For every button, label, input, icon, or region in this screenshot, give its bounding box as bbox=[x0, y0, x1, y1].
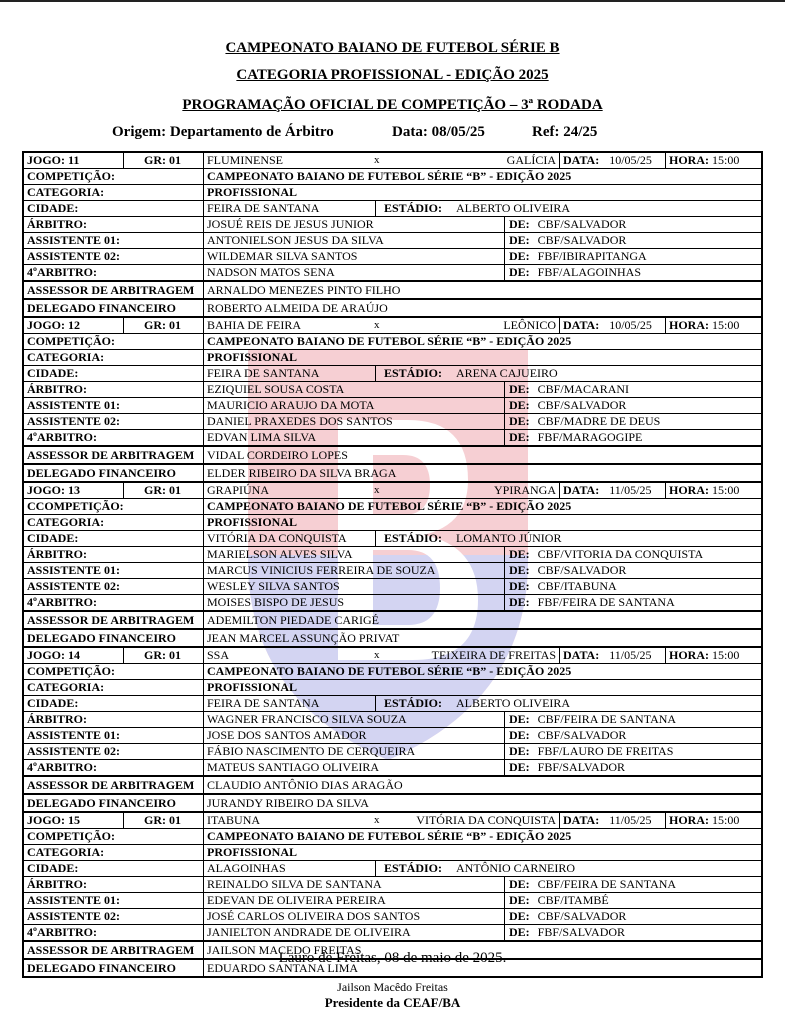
city-value: VITÓRIA DA CONQUISTA bbox=[204, 531, 376, 546]
game-group: GR: 01 bbox=[124, 813, 204, 828]
referee-origin-cell bbox=[505, 382, 761, 397]
assistant-1-origin-cell bbox=[505, 398, 761, 413]
game-header-row bbox=[24, 483, 761, 498]
game-header-row bbox=[24, 153, 761, 168]
city-label: CIDADE: bbox=[24, 201, 204, 216]
away-team: YPIRANGA bbox=[493, 483, 556, 497]
category-row bbox=[24, 679, 761, 695]
category-label: CATEGORIA: bbox=[24, 350, 204, 365]
assessor-row bbox=[24, 280, 761, 298]
assistant-2-row bbox=[24, 908, 761, 924]
assistant-2-origin: FBF/LAURO DE FREITAS bbox=[537, 744, 674, 758]
assistant-1-origin-cell bbox=[505, 728, 761, 743]
assistant-1-origin-cell bbox=[505, 563, 761, 578]
away-team: GALÍCIA bbox=[506, 153, 556, 167]
de-label: DE: bbox=[509, 579, 530, 593]
time-label: HORA: bbox=[669, 813, 709, 827]
match-date: 11/05/25 bbox=[609, 648, 652, 662]
category-value: PROFISSIONAL bbox=[207, 845, 298, 859]
assistant-2-label: ASSISTENTE 02: bbox=[24, 744, 204, 759]
assistant-2-origin: FBF/IBIRAPITANGA bbox=[537, 249, 647, 263]
stadium-value: ALBERTO OLIVEIRA bbox=[456, 696, 571, 710]
referee-origin-cell bbox=[505, 877, 761, 892]
referee-origin: CBF/FEIRA DE SANTANA bbox=[537, 877, 677, 891]
game-number: JOGO: 12 bbox=[24, 318, 124, 333]
assistant-1-name: MARCUS VINICIUS FERREIRA DE SOUZA bbox=[204, 563, 505, 578]
assessor-name: CLAUDIO ANTÔNIO DIAS ARAGÃO bbox=[207, 778, 403, 792]
city-value: FEIRA DE SANTANA bbox=[204, 201, 376, 216]
date-label: DATA: bbox=[563, 153, 600, 167]
footer-signer: Jailson Macêdo Freitas bbox=[337, 980, 448, 994]
de-label: DE: bbox=[509, 712, 530, 726]
referee-name: WAGNER FRANCISCO SILVA SOUZA bbox=[204, 712, 505, 727]
referee-row bbox=[24, 711, 761, 727]
home-team: GRAPIÚNA bbox=[207, 483, 270, 497]
referee-label: ÁRBITRO: bbox=[24, 712, 204, 727]
referee-origin: CBF/FEIRA DE SANTANA bbox=[537, 712, 677, 726]
assistant-1-origin: CBF/ITAMBÉ bbox=[537, 893, 609, 907]
referee-name: MARIELSON ALVES SILVA bbox=[204, 547, 505, 562]
game-header-row bbox=[24, 648, 761, 663]
de-label: DE: bbox=[509, 414, 530, 428]
away-team: VITÓRIA DA CONQUISTA bbox=[416, 813, 556, 827]
de-label: DE: bbox=[509, 547, 530, 561]
game-header-row bbox=[24, 813, 761, 828]
stadium-cell bbox=[376, 861, 761, 876]
competition-value: CAMPEONATO BAIANO DE FUTEBOL SÉRIE “B” - EDIÇÃO 2025 bbox=[207, 829, 572, 843]
competition-row bbox=[24, 168, 761, 184]
versus-mark: x bbox=[374, 319, 380, 331]
game-header-row bbox=[24, 318, 761, 333]
fourth-official-origin: FBF/SALVADOR bbox=[537, 760, 626, 774]
delegate-label: DELEGADO FINANCEIRO bbox=[24, 795, 204, 811]
assessor-label: ASSESSOR DE ARBITRAGEM bbox=[24, 612, 204, 628]
stadium-label: ESTÁDIO: bbox=[384, 861, 443, 875]
match-date: 10/05/25 bbox=[609, 318, 652, 332]
referee-row bbox=[24, 216, 761, 232]
stadium-cell bbox=[376, 696, 761, 711]
match-date-cell bbox=[560, 648, 666, 663]
fourth-official-name: JANIELTON ANDRADE DE OLIVEIRA bbox=[204, 925, 505, 940]
title-championship: CAMPEONATO BAIANO DE FUTEBOL SÉRIE B bbox=[225, 40, 560, 56]
assistant-1-origin: CBF/SALVADOR bbox=[537, 728, 627, 742]
referee-origin-cell bbox=[505, 712, 761, 727]
referee-origin-cell bbox=[505, 217, 761, 232]
de-label: DE: bbox=[509, 877, 530, 891]
assessor-row bbox=[24, 610, 761, 628]
assistant-1-origin: CBF/SALVADOR bbox=[537, 563, 627, 577]
stadium-label: ESTÁDIO: bbox=[384, 201, 443, 215]
competition-label: COMPETIÇÃO: bbox=[24, 664, 204, 679]
category-value: PROFISSIONAL bbox=[207, 350, 298, 364]
stadium-value: LOMANTO JÚNIOR bbox=[456, 531, 562, 545]
assistant-2-origin: CBF/ITABUNA bbox=[537, 579, 617, 593]
competition-value: CAMPEONATO BAIANO DE FUTEBOL SÉRIE “B” - EDIÇÃO 2025 bbox=[207, 334, 572, 348]
versus-mark: x bbox=[374, 649, 380, 661]
fourth-official-origin: FBF/FEIRA DE SANTANA bbox=[537, 595, 675, 609]
assistant-2-name: JOSÉ CARLOS OLIVEIRA DOS SANTOS bbox=[204, 909, 505, 924]
assistant-2-name: WILDEMAR SILVA SANTOS bbox=[204, 249, 505, 264]
title-programming: PROGRAMAÇÃO OFICIAL DE COMPETIÇÃO – 3ª RODADA bbox=[182, 97, 603, 113]
home-team: SSA bbox=[207, 648, 230, 662]
delegate-row bbox=[24, 463, 761, 481]
category-row bbox=[24, 514, 761, 530]
time-label: HORA: bbox=[669, 318, 709, 332]
away-team: TEIXEIRA DE FREITAS bbox=[431, 648, 556, 662]
de-label: DE: bbox=[509, 249, 530, 263]
top-border-line bbox=[0, 0, 785, 2]
fourth-official-name: NADSON MATOS SENA bbox=[204, 265, 505, 280]
referee-name: JOSUÉ REIS DE JESUS JUNIOR bbox=[204, 217, 505, 232]
competition-row bbox=[24, 828, 761, 844]
de-label: DE: bbox=[509, 728, 530, 742]
referee-label: ÁRBITRO: bbox=[24, 217, 204, 232]
fourth-official-row bbox=[24, 759, 761, 775]
game-group: GR: 01 bbox=[124, 153, 204, 168]
match-time-cell bbox=[666, 813, 761, 828]
fourth-official-row bbox=[24, 594, 761, 610]
fourth-official-label: 4ºARBITRO: bbox=[24, 595, 204, 610]
assistant-2-label: ASSISTENTE 02: bbox=[24, 909, 204, 924]
fourth-official-name: MOISES BISPO DE JESUS bbox=[204, 595, 505, 610]
competition-label: COMPETIÇÃO: bbox=[24, 169, 204, 184]
assistant-1-row bbox=[24, 397, 761, 413]
assessor-name: VIDAL CORDEIRO LOPES bbox=[207, 448, 348, 462]
match-time: 15:00 bbox=[712, 648, 740, 662]
game-group: GR: 01 bbox=[124, 318, 204, 333]
city-row bbox=[24, 860, 761, 876]
assistant-2-label: ASSISTENTE 02: bbox=[24, 579, 204, 594]
assistant-1-label: ASSISTENTE 01: bbox=[24, 398, 204, 413]
fourth-official-origin-cell bbox=[505, 595, 761, 610]
de-label: DE: bbox=[509, 217, 530, 231]
city-label: CIDADE: bbox=[24, 531, 204, 546]
origin-department: Origem: Departamento de Árbitro bbox=[112, 124, 334, 140]
assistant-2-row bbox=[24, 413, 761, 429]
assessor-row bbox=[24, 445, 761, 463]
assistant-2-origin: CBF/SALVADOR bbox=[537, 909, 627, 923]
de-label: DE: bbox=[509, 744, 530, 758]
delegate-name: JEAN MARCEL ASSUNÇÃO PRIVAT bbox=[207, 631, 400, 645]
de-label: DE: bbox=[509, 233, 530, 247]
de-label: DE: bbox=[509, 909, 530, 923]
city-row bbox=[24, 530, 761, 546]
assistant-1-label: ASSISTENTE 01: bbox=[24, 233, 204, 248]
category-label: CATEGORIA: bbox=[24, 185, 204, 200]
fourth-official-origin-cell bbox=[505, 265, 761, 280]
de-label: DE: bbox=[509, 430, 530, 444]
referee-origin: CBF/SALVADOR bbox=[537, 217, 627, 231]
assistant-2-origin-cell bbox=[505, 414, 761, 429]
match-cell bbox=[204, 153, 560, 168]
de-label: DE: bbox=[509, 925, 530, 939]
stadium-value: ANTÔNIO CARNEIRO bbox=[456, 861, 576, 875]
delegate-label: DELEGADO FINANCEIRO bbox=[24, 300, 204, 316]
stadium-cell bbox=[376, 201, 761, 216]
assessor-label: ASSESSOR DE ARBITRAGEM bbox=[24, 282, 204, 298]
de-label: DE: bbox=[509, 760, 530, 774]
assistant-1-origin: CBF/SALVADOR bbox=[537, 398, 627, 412]
category-label: CATEGORIA: bbox=[24, 845, 204, 860]
match-cell bbox=[204, 648, 560, 663]
match-date-cell bbox=[560, 153, 666, 168]
city-row bbox=[24, 200, 761, 216]
match-time: 15:00 bbox=[712, 153, 740, 167]
match-date: 10/05/25 bbox=[609, 153, 652, 167]
fourth-official-row bbox=[24, 924, 761, 940]
match-cell bbox=[204, 483, 560, 498]
game-group: GR: 01 bbox=[124, 648, 204, 663]
referee-row bbox=[24, 546, 761, 562]
footer-place-date: Lauro de Freitas, 08 de maio de 2025. bbox=[278, 950, 507, 966]
assistant-1-origin-cell bbox=[505, 233, 761, 248]
assistant-1-name: EDEVAN DE OLIVEIRA PEREIRA bbox=[204, 893, 505, 908]
competition-value: CAMPEONATO BAIANO DE FUTEBOL SÉRIE “B” - EDIÇÃO 2025 bbox=[207, 664, 572, 678]
match-time-cell bbox=[666, 153, 761, 168]
referee-origin-cell bbox=[505, 547, 761, 562]
city-row bbox=[24, 365, 761, 381]
match-time-cell bbox=[666, 648, 761, 663]
assessor-label: ASSESSOR DE ARBITRAGEM bbox=[24, 777, 204, 793]
stadium-cell bbox=[376, 531, 761, 546]
fourth-official-origin: FBF/SALVADOR bbox=[537, 925, 626, 939]
assessor-label: ASSESSOR DE ARBITRAGEM bbox=[24, 447, 204, 463]
game-group: GR: 01 bbox=[124, 483, 204, 498]
city-row bbox=[24, 695, 761, 711]
competition-row bbox=[24, 663, 761, 679]
versus-mark: x bbox=[374, 154, 380, 166]
stadium-value: ALBERTO OLIVEIRA bbox=[456, 201, 571, 215]
fourth-official-origin: FBF/ALAGOINHAS bbox=[537, 265, 642, 279]
away-team: LEÔNICO bbox=[503, 318, 556, 332]
referee-label: ÁRBITRO: bbox=[24, 547, 204, 562]
stadium-label: ESTÁDIO: bbox=[384, 366, 443, 380]
match-cell bbox=[204, 813, 560, 828]
match-date: 11/05/25 bbox=[609, 483, 652, 497]
delegate-row bbox=[24, 298, 761, 316]
date-label: DATA: bbox=[563, 483, 600, 497]
assistant-1-origin-cell bbox=[505, 893, 761, 908]
city-label: CIDADE: bbox=[24, 696, 204, 711]
delegate-row bbox=[24, 793, 761, 811]
delegate-label: DELEGADO FINANCEIRO bbox=[24, 630, 204, 646]
competition-label: COMPETIÇÃO: bbox=[24, 334, 204, 349]
games-table bbox=[22, 151, 763, 978]
date-label: DATA: bbox=[563, 318, 600, 332]
assessor-label: ASSESSOR DE ARBITRAGEM bbox=[24, 942, 204, 958]
competition-value: CAMPEONATO BAIANO DE FUTEBOL SÉRIE “B” - EDIÇÃO 2025 bbox=[207, 499, 572, 513]
game-block bbox=[22, 481, 763, 646]
assistant-1-origin: CBF/SALVADOR bbox=[537, 233, 627, 247]
delegate-label: DELEGADO FINANCEIRO bbox=[24, 465, 204, 481]
de-label: DE: bbox=[509, 398, 530, 412]
assistant-1-label: ASSISTENTE 01: bbox=[24, 728, 204, 743]
fourth-official-origin-cell bbox=[505, 430, 761, 445]
category-value: PROFISSIONAL bbox=[207, 515, 298, 529]
referee-row bbox=[24, 381, 761, 397]
fourth-official-label: 4ºARBITRO: bbox=[24, 430, 204, 445]
de-label: DE: bbox=[509, 563, 530, 577]
game-block bbox=[22, 151, 763, 316]
assistant-2-origin-cell bbox=[505, 579, 761, 594]
match-time-cell bbox=[666, 318, 761, 333]
category-label: CATEGORIA: bbox=[24, 680, 204, 695]
stadium-value: ARENA CAJUEIRO bbox=[456, 366, 558, 380]
assistant-2-name: WESLEY SILVA SANTOS bbox=[204, 579, 505, 594]
competition-value: CAMPEONATO BAIANO DE FUTEBOL SÉRIE “B” - EDIÇÃO 2025 bbox=[207, 169, 572, 183]
delegate-name: ELDER RIBEIRO DA SILVA BRAGA bbox=[207, 466, 397, 480]
assistant-2-origin-cell bbox=[505, 249, 761, 264]
match-time-cell bbox=[666, 483, 761, 498]
versus-mark: x bbox=[374, 484, 380, 496]
time-label: HORA: bbox=[669, 483, 709, 497]
delegate-label: DELEGADO FINANCEIRO bbox=[24, 960, 204, 976]
city-value: FEIRA DE SANTANA bbox=[204, 366, 376, 381]
assistant-2-label: ASSISTENTE 02: bbox=[24, 414, 204, 429]
de-label: DE: bbox=[509, 382, 530, 396]
match-date-cell bbox=[560, 483, 666, 498]
assistant-2-name: DANIEL PRAXEDES DOS SANTOS bbox=[204, 414, 505, 429]
origin-ref: Ref: 24/25 bbox=[532, 124, 598, 140]
home-team: FLUMINENSE bbox=[207, 153, 284, 167]
competition-row bbox=[24, 333, 761, 349]
fourth-official-label: 4ºARBITRO: bbox=[24, 760, 204, 775]
match-time: 15:00 bbox=[712, 483, 740, 497]
referee-label: ÁRBITRO: bbox=[24, 382, 204, 397]
match-cell bbox=[204, 318, 560, 333]
city-value: ALAGOINHAS bbox=[204, 861, 376, 876]
versus-mark: x bbox=[374, 814, 380, 826]
city-value: FEIRA DE SANTANA bbox=[204, 696, 376, 711]
game-number: JOGO: 15 bbox=[24, 813, 124, 828]
origin-date: Data: 08/05/25 bbox=[392, 124, 485, 140]
assistant-1-row bbox=[24, 892, 761, 908]
fourth-official-row bbox=[24, 264, 761, 280]
fourth-official-origin: FBF/MARAGOGIPE bbox=[537, 430, 643, 444]
assistant-2-label: ASSISTENTE 02: bbox=[24, 249, 204, 264]
referee-name: REINALDO SILVA DE SANTANA bbox=[204, 877, 505, 892]
time-label: HORA: bbox=[669, 153, 709, 167]
assistant-1-name: MAURICIO ARAUJO DA MOTA bbox=[204, 398, 505, 413]
game-number: JOGO: 14 bbox=[24, 648, 124, 663]
referee-origin: CBF/VITORIA DA CONQUISTA bbox=[537, 547, 704, 561]
fourth-official-origin-cell bbox=[505, 925, 761, 940]
assistant-2-origin-cell bbox=[505, 744, 761, 759]
assistant-1-label: ASSISTENTE 01: bbox=[24, 893, 204, 908]
game-block bbox=[22, 646, 763, 811]
match-date-cell bbox=[560, 813, 666, 828]
game-number: JOGO: 11 bbox=[24, 153, 124, 168]
assistant-2-origin-cell bbox=[505, 909, 761, 924]
referee-row bbox=[24, 876, 761, 892]
assistant-1-row bbox=[24, 727, 761, 743]
delegate-name: EDUARDO SANTANA LIMA bbox=[207, 961, 359, 975]
time-label: HORA: bbox=[669, 648, 709, 662]
assistant-2-origin: CBF/MADRE DE DEUS bbox=[537, 414, 661, 428]
fourth-official-origin-cell bbox=[505, 760, 761, 775]
match-time: 15:00 bbox=[712, 318, 740, 332]
home-team: BAHIA DE FEIRA bbox=[207, 318, 302, 332]
delegate-name: ROBERTO ALMEIDA DE ARAÚJO bbox=[207, 301, 388, 315]
assistant-2-row bbox=[24, 578, 761, 594]
fourth-official-name: MATEUS SANTIAGO OLIVEIRA bbox=[204, 760, 505, 775]
title-category: CATEGORIA PROFISSIONAL - EDIÇÃO 2025 bbox=[236, 67, 549, 83]
category-row bbox=[24, 349, 761, 365]
delegate-row bbox=[24, 628, 761, 646]
fourth-official-label: 4ºARBITRO: bbox=[24, 265, 204, 280]
category-row bbox=[24, 184, 761, 200]
fourth-official-name: EDVAN LIMA SILVA bbox=[204, 430, 505, 445]
assessor-name: ADEMILTON PIEDADE CARIGÉ bbox=[207, 613, 379, 627]
match-date-cell bbox=[560, 318, 666, 333]
delegate-name: JURANDY RIBEIRO DA SILVA bbox=[207, 796, 369, 810]
assistant-2-name: FÁBIO NASCIMENTO DE CERQUEIRA bbox=[204, 744, 505, 759]
match-date: 11/05/25 bbox=[609, 813, 652, 827]
assessor-row bbox=[24, 775, 761, 793]
category-value: PROFISSIONAL bbox=[207, 185, 298, 199]
competition-row bbox=[24, 498, 761, 514]
de-label: DE: bbox=[509, 595, 530, 609]
category-label: CATEGORIA: bbox=[24, 515, 204, 530]
category-row bbox=[24, 844, 761, 860]
assistant-2-row bbox=[24, 743, 761, 759]
assistant-1-label: ASSISTENTE 01: bbox=[24, 563, 204, 578]
referee-label: ÁRBITRO: bbox=[24, 877, 204, 892]
date-label: DATA: bbox=[563, 813, 600, 827]
referee-name: EZIQUIEL SOUSA COSTA bbox=[204, 382, 505, 397]
date-label: DATA: bbox=[563, 648, 600, 662]
assistant-1-row bbox=[24, 232, 761, 248]
competition-label: CCOMPETIÇÃO: bbox=[24, 499, 204, 514]
home-team: ITABUNA bbox=[207, 813, 261, 827]
category-value: PROFISSIONAL bbox=[207, 680, 298, 694]
assistant-1-row bbox=[24, 562, 761, 578]
stadium-label: ESTÁDIO: bbox=[384, 696, 443, 710]
fourth-official-label: 4ºARBITRO: bbox=[24, 925, 204, 940]
assistant-1-name: ANTONIELSON JESUS DA SILVA bbox=[204, 233, 505, 248]
assistant-2-row bbox=[24, 248, 761, 264]
city-label: CIDADE: bbox=[24, 366, 204, 381]
stadium-cell bbox=[376, 366, 761, 381]
match-time: 15:00 bbox=[712, 813, 740, 827]
referee-origin: CBF/MACARANI bbox=[537, 382, 630, 396]
competition-label: COMPETIÇÃO: bbox=[24, 829, 204, 844]
footer-role: Presidente da CEAF/BA bbox=[324, 995, 461, 1010]
city-label: CIDADE: bbox=[24, 861, 204, 876]
assessor-name: ARNALDO MENEZES PINTO FILHO bbox=[207, 283, 401, 297]
assistant-1-name: JOSE DOS SANTOS AMADOR bbox=[204, 728, 505, 743]
fourth-official-row bbox=[24, 429, 761, 445]
game-number: JOGO: 13 bbox=[24, 483, 124, 498]
stadium-label: ESTÁDIO: bbox=[384, 531, 443, 545]
assessor-name: JAILSON MACEDO FREITAS bbox=[207, 943, 362, 957]
de-label: DE: bbox=[509, 265, 530, 279]
game-block bbox=[22, 316, 763, 481]
de-label: DE: bbox=[509, 893, 530, 907]
